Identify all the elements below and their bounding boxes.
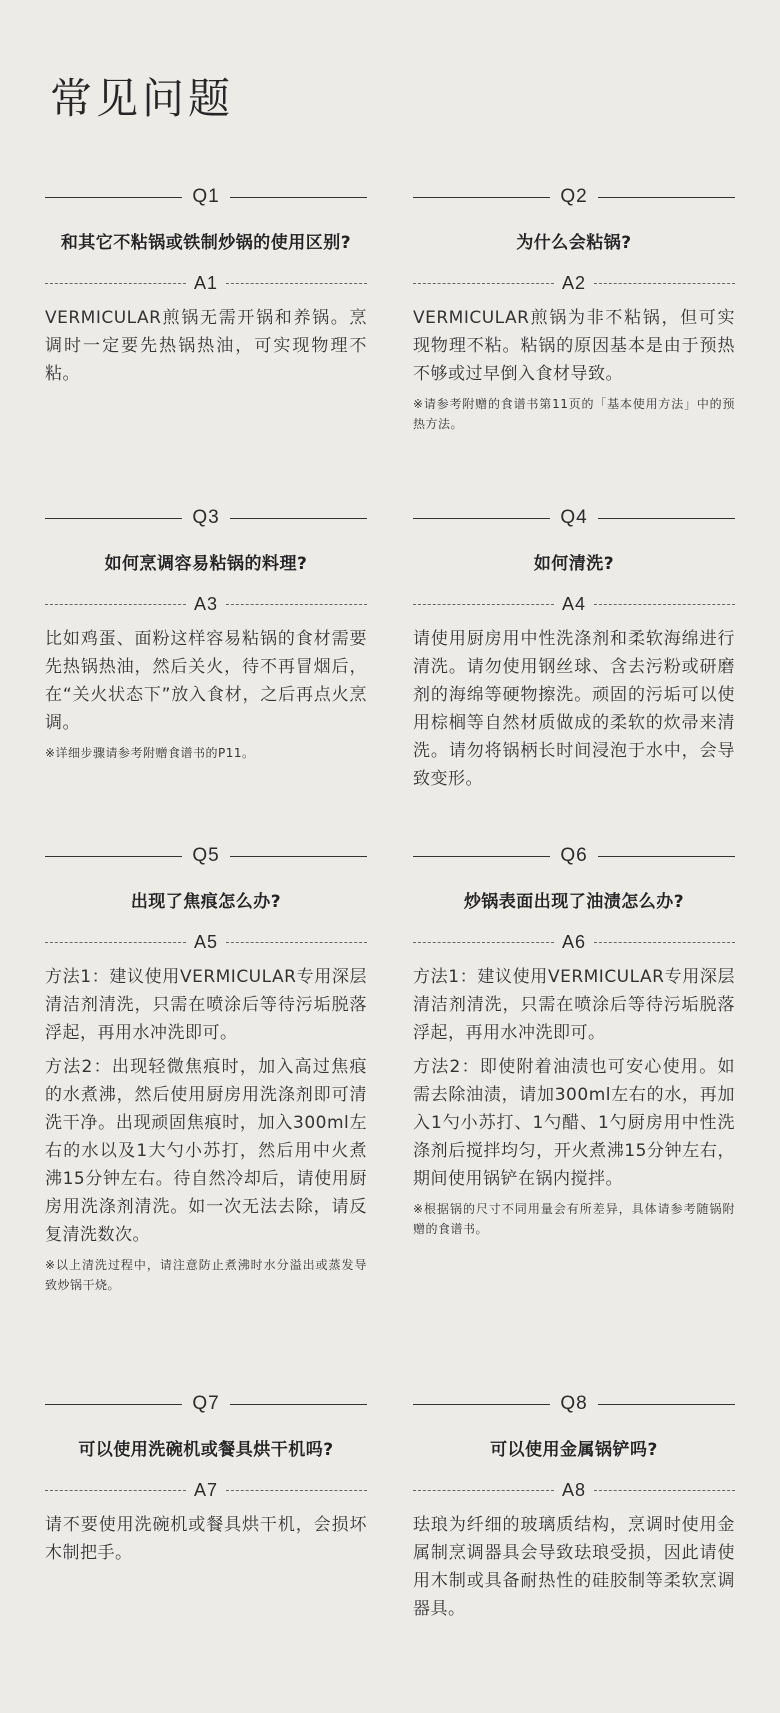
question-text: 可以使用洗碗机或餐具烘干机吗?	[78, 1440, 334, 1460]
dashed-divider	[413, 283, 554, 284]
divider	[598, 1404, 735, 1405]
faq-item-q1	[45, 182, 367, 394]
question-number: Q8	[560, 1393, 588, 1414]
question-number: Q3	[192, 507, 220, 528]
answer-number: A3	[193, 593, 219, 614]
question-text: 出现了焦痕怎么办?	[130, 892, 282, 912]
question-header	[45, 503, 367, 533]
dashed-divider	[594, 283, 735, 284]
question-number: Q4	[560, 507, 588, 528]
answer-paragraph: 方法2：即使附着油渍也可安心使用。如需去除油渍，请加300ml左右的水，再加入1勺小苏打、1勺醋、1勺厨房用中性洗涤剂后搅拌均匀，开火煮沸15分钟左右，期间使用锅铲在锅内搅拌。	[413, 1057, 735, 1189]
dashed-divider	[594, 1490, 735, 1491]
divider	[45, 197, 182, 198]
faq-item-q5	[45, 841, 367, 1295]
faq-item-q3	[45, 503, 367, 763]
divider	[413, 856, 550, 857]
divider	[413, 197, 550, 198]
dashed-divider	[45, 283, 186, 284]
answer-text	[45, 1511, 367, 1567]
faq-item-q7	[45, 1389, 367, 1573]
answer-note: ※请参考附赠的食谱书第11页的「基本使用方法」中的预热方法。	[413, 397, 735, 431]
divider	[598, 856, 735, 857]
question-header	[413, 841, 735, 871]
dashed-divider	[45, 1490, 186, 1491]
question-number: Q2	[560, 186, 588, 207]
answer-number: A8	[561, 1479, 587, 1500]
dashed-divider	[413, 1490, 554, 1491]
question-header	[413, 1389, 735, 1419]
question-header	[45, 1389, 367, 1419]
faq-item-q2	[413, 182, 735, 434]
divider	[230, 1404, 367, 1405]
answer-paragraph: 方法1：建议使用VERMICULAR专用深层清洁剂清洗，只需在喷涂后等待污垢脱落浮起，再用水冲洗即可。	[45, 967, 367, 1043]
question-text: 如何烹调容易粘锅的料理?	[104, 554, 308, 574]
divider	[413, 1404, 550, 1405]
answer-header	[413, 592, 735, 616]
faq-item-q8	[413, 1389, 735, 1629]
question-text: 为什么会粘锅?	[516, 233, 632, 253]
question-number: Q7	[192, 1393, 220, 1414]
answer-header	[413, 271, 735, 295]
question-header	[413, 182, 735, 212]
answer-paragraph: 请使用厨房用中性洗涤剂和柔软海绵进行清洗。请勿使用钢丝球、含去污粉或研磨剂的海绵等硬物擦洗。顽固的污垢可以使用棕榈等自然材质做成的柔软的炊帚来清洗。请勿将锅柄长时间浸泡于水中，会导致变形。	[413, 629, 735, 789]
faq-item-q4	[413, 503, 735, 799]
answer-note: ※以上清洗过程中，请注意防止煮沸时水分溢出或蒸发导致炒锅干烧。	[45, 1258, 367, 1292]
answer-paragraph: 方法2：出现轻微焦痕时，加入高过焦痕的水煮沸，然后使用厨房用洗涤剂即可清洗干净。出现顽固焦痕时，加入300ml左右的水以及1大勺小苏打，然后用中火煮沸15分钟左右。待自然冷却后，请使用厨房用洗涤剂清洗。如一次无法去除，请反复清洗数次。	[45, 1057, 367, 1245]
dashed-divider	[45, 604, 186, 605]
dashed-divider	[45, 942, 186, 943]
answer-text	[45, 625, 367, 763]
faq-item-q6	[413, 841, 735, 1239]
page-title: 常见问题	[50, 74, 235, 123]
question-text: 和其它不粘锅或铁制炒锅的使用区别?	[60, 233, 352, 253]
divider	[230, 856, 367, 857]
answer-header	[45, 271, 367, 295]
answer-text	[413, 625, 735, 793]
answer-number: A1	[193, 272, 219, 293]
question-text: 可以使用金属锅铲吗?	[490, 1440, 658, 1460]
answer-text	[413, 1511, 735, 1623]
answer-paragraph: VERMICULAR煎锅为非不粘锅，但可实现物理不粘。粘锅的原因基本是由于预热不够或过早倒入食材导致。	[413, 308, 735, 384]
answer-header	[45, 592, 367, 616]
divider	[45, 1404, 182, 1405]
answer-header	[45, 930, 367, 954]
question-text: 如何清洗?	[533, 554, 615, 574]
question-number: Q6	[560, 845, 588, 866]
dashed-divider	[594, 604, 735, 605]
question-header	[45, 182, 367, 212]
divider	[413, 518, 550, 519]
answer-number: A2	[561, 272, 587, 293]
answer-text	[45, 304, 367, 388]
divider	[230, 197, 367, 198]
question-header	[413, 503, 735, 533]
answer-text	[45, 963, 367, 1295]
question-number: Q5	[192, 845, 220, 866]
dashed-divider	[226, 942, 367, 943]
dashed-divider	[226, 604, 367, 605]
dashed-divider	[413, 942, 554, 943]
dashed-divider	[226, 283, 367, 284]
divider	[45, 856, 182, 857]
answer-paragraph: 请不要使用洗碗机或餐具烘干机，会损坏木制把手。	[45, 1515, 367, 1563]
divider	[598, 518, 735, 519]
question-text: 炒锅表面出现了油渍怎么办?	[463, 892, 685, 912]
divider	[230, 518, 367, 519]
answer-header	[413, 930, 735, 954]
answer-text	[413, 304, 735, 434]
answer-note: ※详细步骤请参考附赠食谱书的P11。	[45, 746, 255, 760]
question-header	[45, 841, 367, 871]
dashed-divider	[413, 604, 554, 605]
answer-number: A6	[561, 931, 587, 952]
answer-header	[413, 1478, 735, 1502]
answer-paragraph: 方法1：建议使用VERMICULAR专用深层清洁剂清洗，只需在喷涂后等待污垢脱落浮起，再用水冲洗即可。	[413, 967, 735, 1043]
answer-number: A5	[193, 931, 219, 952]
answer-paragraph: 比如鸡蛋、面粉这样容易粘锅的食材需要先热锅热油，然后关火，待不再冒烟后，在“关火状态下”放入食材，之后再点火烹调。	[45, 629, 367, 733]
answer-number: A4	[561, 593, 587, 614]
answer-number: A7	[193, 1479, 219, 1500]
divider	[45, 518, 182, 519]
divider	[598, 197, 735, 198]
answer-paragraph: VERMICULAR煎锅无需开锅和养锅。烹调时一定要先热锅热油，可实现物理不粘。	[45, 308, 367, 384]
dashed-divider	[594, 942, 735, 943]
question-number: Q1	[192, 186, 220, 207]
answer-paragraph: 珐琅为纤细的玻璃质结构，烹调时使用金属制烹调器具会导致珐琅受损，因此请使用木制或具备耐热性的硅胶制等柔软烹调器具。	[413, 1515, 735, 1619]
answer-text	[413, 963, 735, 1239]
answer-note: ※根据锅的尺寸不同用量会有所差异，具体请参考随锅附赠的食谱书。	[413, 1202, 735, 1236]
dashed-divider	[226, 1490, 367, 1491]
answer-header	[45, 1478, 367, 1502]
